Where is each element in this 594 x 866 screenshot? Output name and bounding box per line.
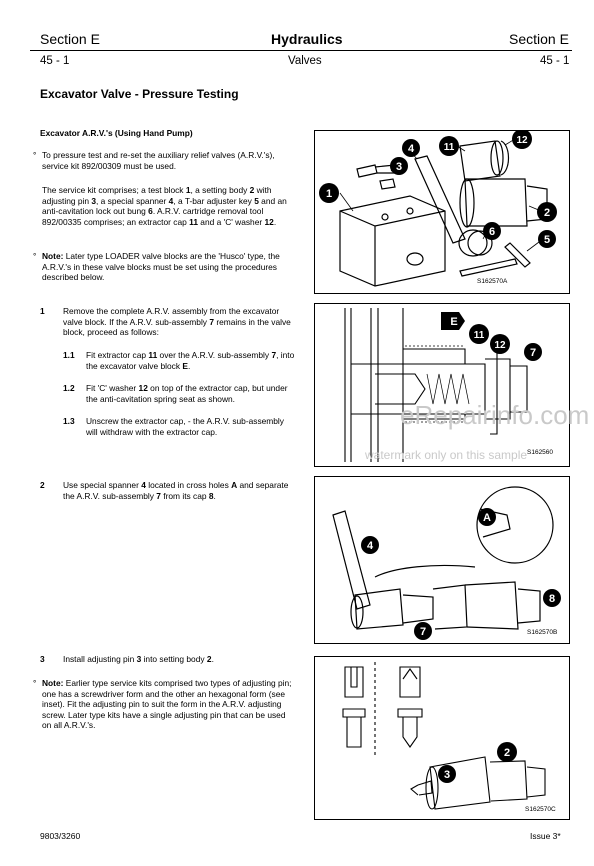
figure-service-kit-drawing — [315, 131, 569, 293]
callout-12: 12 — [516, 135, 528, 146]
callout-E: E — [450, 316, 458, 328]
callout-1: 1 — [325, 188, 333, 200]
callout-7: 7 — [419, 626, 427, 638]
header-rule — [30, 50, 572, 51]
figure-3-ref: S162570B — [527, 629, 558, 636]
step-1-3-text: Unscrew the extractor cap, - the A.R.V. sub-assembly will withdraw with the extractor cap. — [86, 416, 284, 437]
callout-A: A — [483, 512, 491, 524]
callout-3: 3 — [395, 161, 403, 173]
footer-issue: Issue 3* — [530, 831, 561, 841]
figure-2-ref: S162560 — [527, 449, 554, 456]
header-section-right: Section E — [509, 31, 569, 47]
figure-adjusting-pin-drawing — [315, 657, 569, 819]
step-2-text: Use special spanner 4 located in cross holes A and separate the A.R.V. sub-assembly 7 from its cap 8. — [63, 480, 289, 501]
intro-bullet-2: ° — [33, 251, 37, 261]
step-1-1-number: 1.1 — [63, 350, 75, 360]
callout-2: 2 — [543, 207, 551, 219]
figure-service-kit — [314, 130, 570, 294]
step-1-2-number: 1.2 — [63, 383, 75, 393]
figure-1-ref: S162570A — [477, 278, 508, 285]
step-1-text: Remove the complete A.R.V. assembly from the excavator valve block. If the A.R.V. sub-assembly 7 remains in the valve block, proceed as follows: — [63, 306, 291, 338]
callout-12: 12 — [494, 340, 506, 351]
callout-2: 2 — [503, 747, 511, 759]
intro-paragraph-1: To pressure test and re-set the auxiliary relief valves (A.R.V.'s), service kit 892/00309 must be used. — [42, 150, 275, 171]
figure-4-ref: S162570C — [525, 806, 556, 813]
watermark-note: watermark only on this sample — [365, 448, 528, 462]
figure-extractor-cap-drawing — [315, 304, 569, 466]
watermark-site: eRepairinfo.com — [400, 400, 590, 430]
step-1-2-text: Fit 'C' washer 12 on top of the extractor cap, but under the anti-cavitation spring seat as shown. — [86, 383, 288, 404]
footer-doc-number: 9803/3260 — [40, 831, 81, 841]
step-2-number: 2 — [40, 480, 45, 490]
callout-11: 11 — [443, 142, 455, 153]
header-section-left: Section E — [40, 31, 100, 47]
step-1-1-text: Fit extractor cap 11 over the A.R.V. sub-assembly 7, into the excavator valve block E. — [86, 350, 295, 371]
header-page-left: 45 - 1 — [40, 55, 70, 67]
intro-note: Note: Later type LOADER valve blocks are the 'Husco' type, the A.R.V.'s in these valve blocks must be set using the procedures described below. — [42, 251, 280, 283]
step-1-number: 1 — [40, 306, 45, 316]
callout-11: 11 — [473, 330, 485, 341]
step-3-text: Install adjusting pin 3 into setting body 2. — [63, 654, 214, 664]
intro-bullet-1: ° — [33, 150, 37, 160]
intro-paragraph-2: The service kit comprises; a test block 1, a setting body 2 with adjusting pin 3, a special spanner 4, a T-bar adjuster key 5 and an anti-cavitation lock out bung 6. A.R.V. cartridge removal tool 892/00335 comprises; an extractor cap 11 and a 'C' washer 12. — [42, 185, 287, 227]
step-3-number: 3 — [40, 654, 45, 664]
callout-7: 7 — [529, 347, 537, 359]
callout-6: 6 — [488, 226, 496, 238]
subheading: Excavator A.R.V.'s (Using Hand Pump) — [40, 128, 193, 138]
step-3-note-bullet: ° — [33, 678, 37, 688]
figure-extractor-cap — [314, 303, 570, 467]
figure-adjusting-pin — [314, 656, 570, 820]
step-1-3-number: 1.3 — [63, 416, 75, 426]
callout-8: 8 — [548, 593, 556, 605]
header-page-right: 45 - 1 — [540, 55, 570, 67]
step-3-note: Note: Earlier type service kits comprised two types of adjusting pin; one has a screwdriver form and the other an hexagonal form (see inset). Fit the adjusting pin to suit the form in the A.R.V. adjusting screw. Later type kits have a single adjusting pin that can be used on all A.R.V.'s. — [42, 678, 292, 731]
figure-spanner-separation-drawing — [315, 477, 569, 643]
header-subtitle: Valves — [288, 55, 322, 67]
page-title: Excavator Valve - Pressure Testing — [40, 87, 239, 101]
callout-3: 3 — [443, 769, 451, 781]
callout-4: 4 — [407, 143, 415, 155]
callout-4: 4 — [366, 540, 374, 552]
figure-spanner-separation — [314, 476, 570, 644]
callout-5: 5 — [543, 234, 551, 246]
header-title: Hydraulics — [271, 31, 343, 47]
